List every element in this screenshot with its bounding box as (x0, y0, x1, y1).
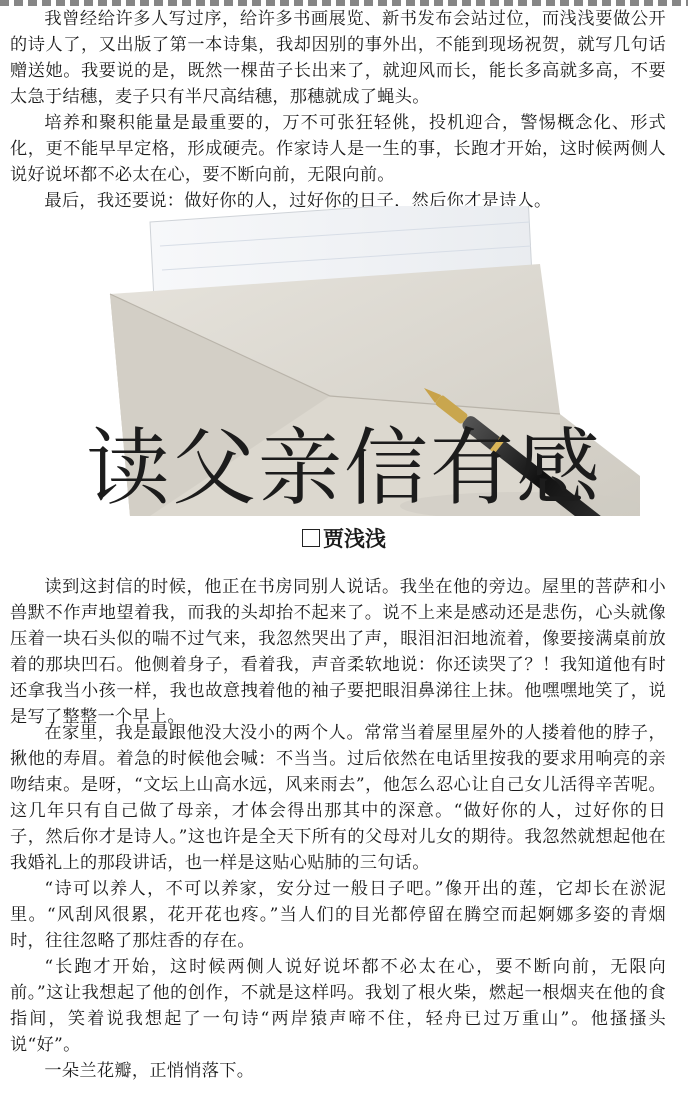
article-paragraph-1: 读到这封信的时候，他正在书房同别人说话。我坐在他的旁边。屋里的菩萨和小兽默不作声地望着我，而我的头却抬不起来了。说不上来是感动还是悲伤，心头就像压着一块石头似的喘不过气来，我忽然哭出了声，眼泪汩汩地流着，像要接满桌前放着的那块凹石。他侧着身子，看着我，声音柔软地说：你还读哭了？！我知道他有时还拿我当小孩一样，我也故意拽着他的袖子要把眼泪鼻涕往上抹。他嘿嘿地笑了，说是写了整整一个早上。 (10, 577, 666, 727)
article-title: 读父亲信有感 (85, 419, 602, 517)
author-name: 贾浅浅 (323, 527, 386, 551)
article-paragraph-2: 在家里，我是最跟他没大没小的两个人。常常当着屋里屋外的人搂着他的脖子，揪他的寿眉。着急的时候他会喊：不当当。过后依然在电话里按我的要求用响亮的亲吻结束。是呀，“文坛上山高水远，风来雨去”，他怎么忍心让自己女儿活得辛苦呢。这几年只有自己做了母亲，才体会得出那其中的深意。“做好你的人，过好你的日子，然后你才是诗人。”这也许是全天下所有的父母对儿女的期待。我忽然就想起他在我婚礼上的那段讲话，也一样是这贴心贴肺的三句话。 (10, 723, 666, 873)
top-paragraph-2: 培养和聚积能量是最重要的，万不可张狂轻佻，投机迎合，警惕概念化、形式化，更不能早早定格，形成硬壳。作家诗人是一生的事，长跑才开始，这时候两侧人说好说坏都不必太在心，要不断向前，无限向前。 (10, 113, 666, 185)
square-bullet-icon (302, 529, 320, 547)
article-paragraph-5: 一朵兰花瓣，正悄悄落下。 (44, 1061, 255, 1081)
author-byline (0, 524, 688, 554)
top-paragraph-3: 最后，我还要说：做好你的人，过好你的日子，然后你才是诗人。 (44, 191, 552, 211)
top-paragraph-1: 我曾经给许多人写过序，给许多书画展览、新书发布会站过位，而浅浅要做公开的诗人了，又出版了第一本诗集，我却因别的事外出，不能到现场祝贺，就写几句话赠送她。我要说的是，既然一棵苗子长出来了，就迎风而长，能长多高就多高，不要太急于结穗，麦子只有半尺高结穗，那穗就成了蝇头。 (10, 9, 666, 107)
article-paragraph-3: “诗可以养人，不可以养家，安分过一般日子吧。”像开出的莲，它却长在淤泥里。“风刮风很累，花开花也疼。”当人们的目光都停留在腾空而起婀娜多姿的青烟时，往往忽略了那炷香的存在。 (10, 879, 666, 951)
article-paragraph-4: “长跑才开始，这时候两侧人说好说坏都不必太在心，要不断向前，无限向前。”这让我想起了他的创作，不就是这样吗。我划了根火柴，燃起一根烟夹在他的食指间，笑着说我想起了一句诗“两岸猿声啼不住，轻舟已过万重山”。他搔搔头说“好”。 (10, 957, 666, 1055)
